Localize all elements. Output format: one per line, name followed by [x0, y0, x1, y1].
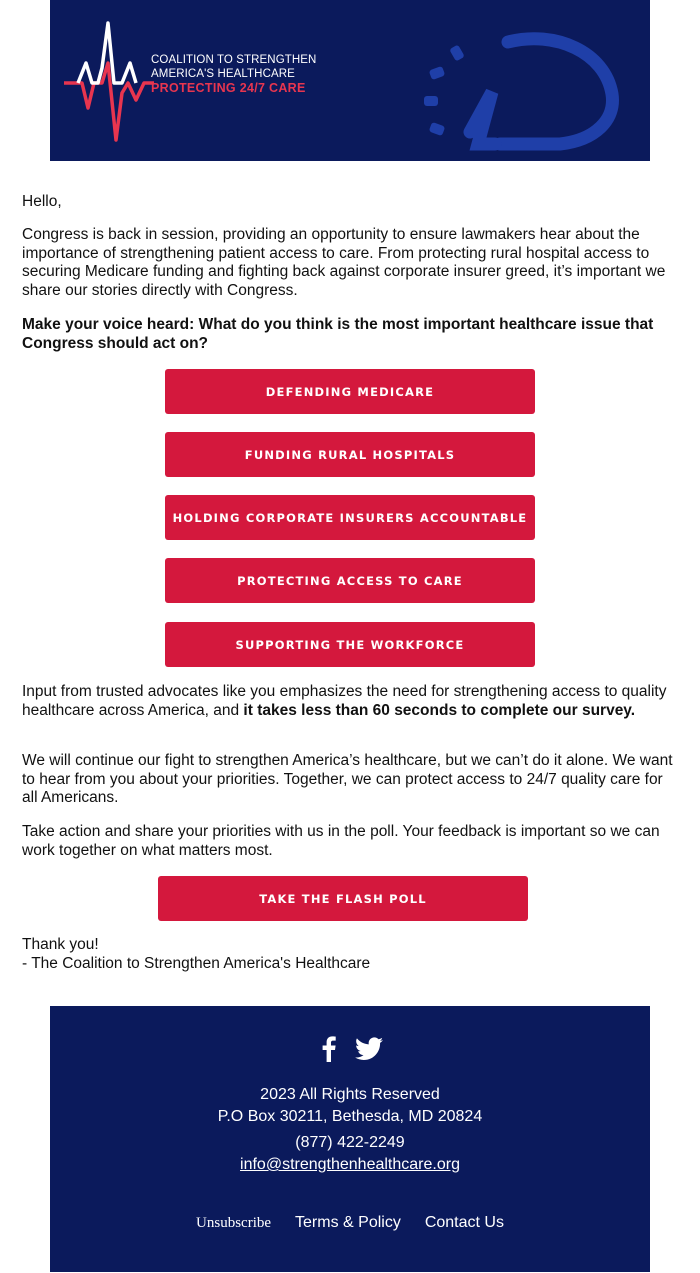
input-text: Input from trusted advocates like you emphasizes the need for strengthening access to quality healthcare across America, and — [22, 683, 667, 719]
unsubscribe-link[interactable]: Unsubscribe — [196, 1215, 272, 1231]
input-paragraph — [22, 683, 678, 720]
intro-paragraph: Congress is back in session, providing an opportunity to ensure lawmakers hear about the importance of strengthening patient access to care. From protecting rural hospital access to securing Medicare funding and fighting back against corporate insurer greed, it’s important we share our stories directly with Congress. — [22, 226, 666, 299]
header-banner — [50, 0, 650, 161]
copyright: 2023 All Rights Reserved — [260, 1086, 440, 1103]
action-paragraph: Take action and share your priorities with us in the poll. Your feedback is important so we can work together on what matters most. — [22, 823, 660, 859]
terms-policy-link[interactable]: Terms & Policy — [295, 1214, 401, 1231]
phone-number: (877) 422-2249 — [295, 1134, 405, 1151]
email-line — [50, 1156, 650, 1174]
footer-links — [50, 1214, 650, 1232]
signature: - The Coalition to Strengthen America's Healthcare — [22, 954, 371, 972]
funding-rural-hospitals-button[interactable]: FUNDING RURAL HOSPITALS — [165, 432, 535, 477]
continue-paragraph: We will continue our fight to strengthen America’s healthcare, but we can’t do it alone. We want to hear from you about your priorities. Together, we can protect access to 24/7 quality care for all Americans. — [22, 752, 673, 806]
logo-tagline: PROTECTING 24/7 CARE — [151, 81, 306, 95]
greeting: Hello, — [22, 193, 62, 210]
logo-line-1: COALITION TO STRENGTHEN — [151, 54, 317, 66]
supporting-workforce-button[interactable]: SUPPORTING THE WORKFORCE — [165, 622, 535, 667]
protecting-access-button[interactable]: PROTECTING ACCESS TO CARE — [165, 558, 535, 603]
twitter-icon[interactable] — [355, 1036, 383, 1062]
heartbeat-logo-icon — [64, 18, 154, 143]
social-links — [50, 1036, 650, 1062]
input-bold-text: it takes less than 60 seconds to complete our survey. — [243, 701, 636, 719]
thanks-text: Thank you! — [22, 936, 99, 953]
contact-us-link[interactable]: Contact Us — [424, 1214, 504, 1231]
facebook-icon[interactable] — [317, 1036, 341, 1062]
defending-medicare-button[interactable]: DEFENDING MEDICARE — [165, 369, 535, 414]
footer — [50, 1006, 650, 1272]
logo-line-2: AMERICA'S HEALTHCARE — [151, 68, 295, 80]
survey-question: Make your voice heard: What do you think is the most important healthcare issue that Congress should act on? — [22, 316, 654, 352]
closing — [22, 936, 678, 973]
mailing-address: P.O Box 30211, Bethesda, MD 20824 — [217, 1108, 483, 1125]
email-link[interactable]: info@strengthenhealthcare.org — [240, 1156, 460, 1173]
take-flash-poll-button[interactable]: TAKE THE FLASH POLL — [158, 876, 528, 921]
holding-insurers-accountable-button[interactable]: HOLDING CORPORATE INSURERS ACCOUNTABLE — [165, 495, 535, 540]
logo-wordmark — [151, 53, 316, 95]
decorative-heart-clock-icon — [390, 32, 650, 161]
